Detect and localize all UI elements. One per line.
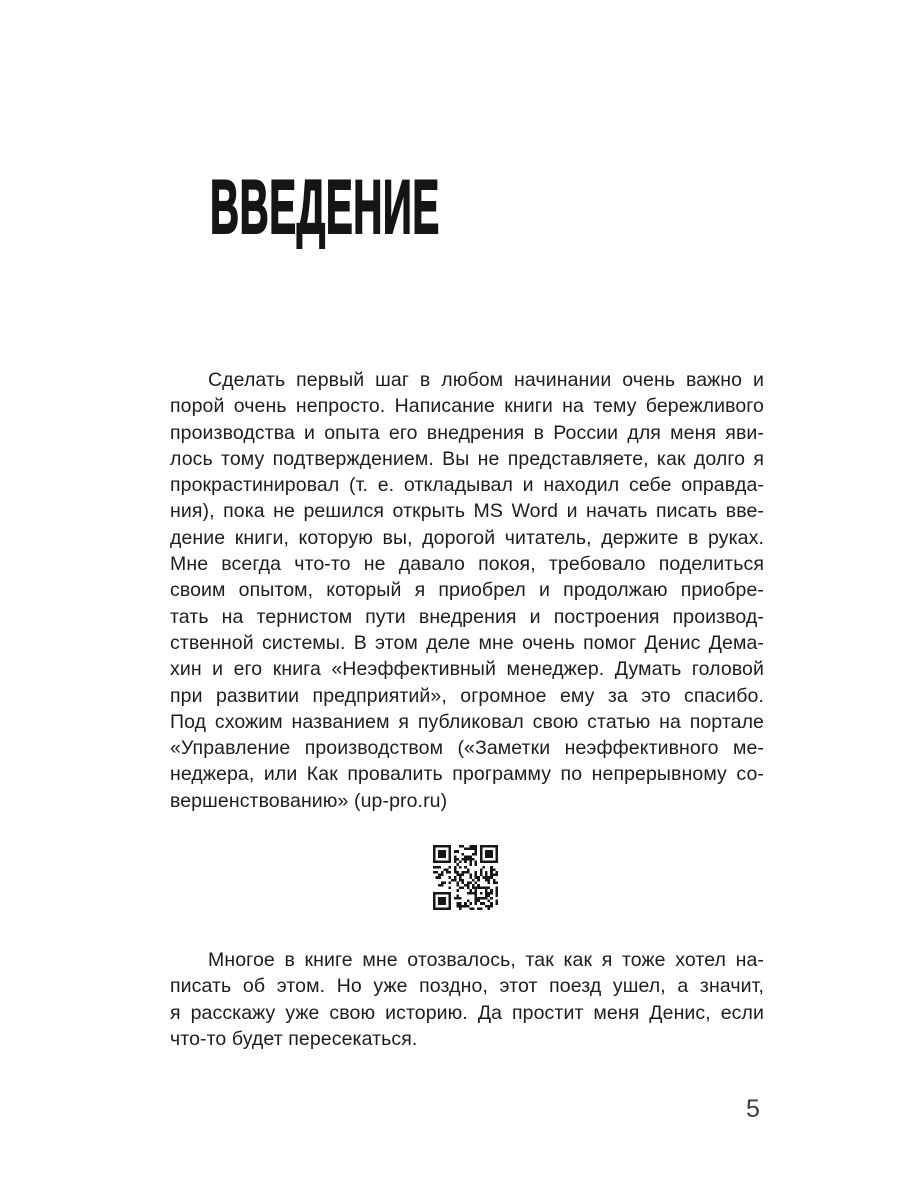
text-line: что-то будет пересекаться.	[170, 1027, 418, 1050]
text-line: порой очень непросто. Написание книги на тему бережливого	[170, 395, 764, 418]
intro-paragraph-1	[170, 367, 764, 814]
intro-paragraph-2	[170, 947, 764, 1052]
text-line: неджера, или Как провалить программу по непрерывному со-	[170, 763, 764, 786]
text-line: я расскажу уже свою историю. Да простит меня Денис, если	[170, 1001, 764, 1024]
chapter-title: ВВЕДЕНИЕ	[210, 165, 440, 250]
text-line: лось тому подтверждением. Вы не представляете, как долго я	[170, 447, 764, 470]
text-line: прокрастинировал (т. е. откладывал и находил себе оправда-	[170, 474, 764, 497]
text-line: производства и опыта его внедрения в России для меня яви-	[170, 421, 764, 444]
text-line: Сделать первый шаг в любом начинании очень важно и	[208, 369, 764, 391]
text-line: дение книги, которую вы, дорогой читатель, держите в руках.	[170, 526, 764, 549]
text-line: Многое в книге мне отозвалось, так как я тоже хотел на-	[208, 949, 764, 971]
page-number: 5	[746, 1095, 760, 1123]
text-line: хин и его книга «Неэффективный менеджер. Думать головой	[170, 658, 764, 681]
text-line: тать на тернистом пути внедрения и построения производ-	[170, 605, 764, 628]
text-line: писать об этом. Но уже поздно, этот поезд ушел, а значит,	[170, 975, 764, 998]
qr-code	[433, 845, 498, 910]
text-line: «Управление производством («Заметки неэффективного ме-	[170, 737, 764, 760]
text-line: ния), пока не решился открыть MS Word и начать писать вве-	[170, 500, 764, 523]
text-line: Мне всегда что-то не давало покоя, требовало поделиться	[170, 553, 764, 576]
qr-code-icon	[433, 845, 498, 910]
text-line: своим опытом, который я приобрел и продолжаю приобре-	[170, 579, 764, 602]
text-line: ственной системы. В этом деле мне очень помог Денис Дема-	[170, 631, 764, 654]
text-line: при развитии предприятий», огромное ему за это спасибо.	[170, 684, 764, 707]
text-line: Под схожим названием я публиковал свою статью на портале	[170, 710, 764, 733]
text-line: вершенствованию» (up-pro.ru)	[170, 789, 448, 812]
